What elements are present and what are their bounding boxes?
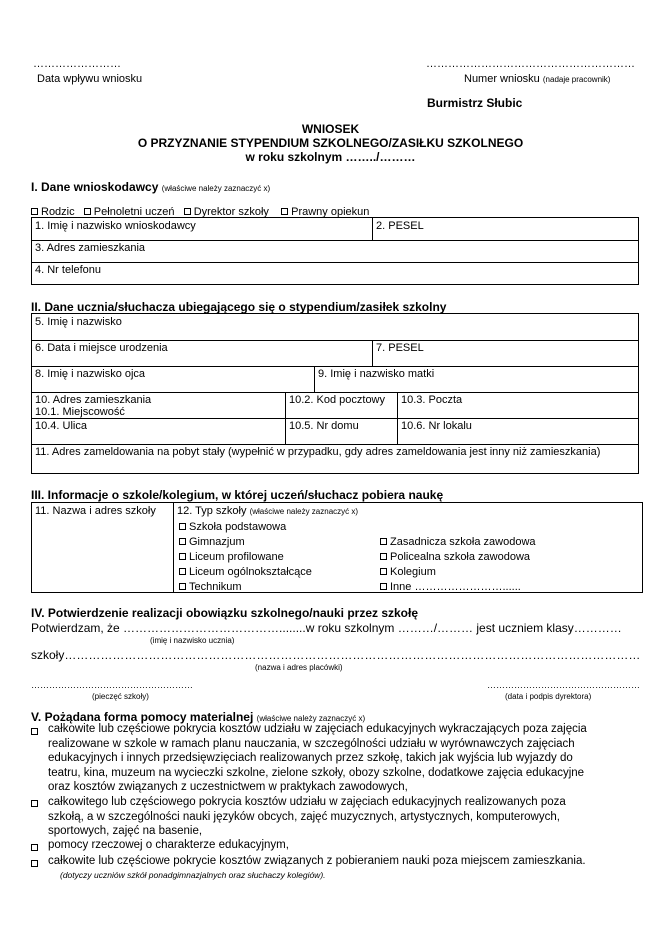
checkbox-icon[interactable] [380,553,387,560]
checkbox-icon[interactable] [380,583,387,590]
checkbox-icon[interactable] [84,208,91,215]
form-title: WNIOSEK [301,122,360,136]
application-number-label: Numer wniosku (nadaje pracownik) [464,73,611,85]
aid-option-outside-school: całkowitego lub częściowego pokrycia kosztów udziału w zajęciach edukacyjnych realizowanych poza szkołą, a w szczególności nauki języków obcych, zajęć muzycznych, artystycznych, komputerowych, sportowych, zajęć na basenie, [48,796,566,838]
date-received-label: Data wpływu wniosku [37,73,143,85]
aid-option-remote-education: całkowite lub częściowe pokrycie kosztów związanych z pobieraniem nauki poza miejscem zamieszkania. [48,855,586,867]
aid-option-extracurricular: całkowite lub częściowe pokrycia kosztów udziału w zajęciach edukacyjnych wykraczających poza zajęcia realizowane w szkole w ramach planu nauczania, w szczególności udziału w wyrównawczych zajęciach edukacyjnych i innych przedsięwzięciach realizowanych przez szkołę, takich jak wyjścia lub wyjazdy do teatru, kina, muzeum na wycieczki szkolne, zielone szkoły, obozy szkolne, dodatkowe zajęcia edukacyjne oraz kosztów związanych z uczestnictwem w praktykach zawodowych, [48,723,587,794]
type-post-secondary-school[interactable]: Policealna szkoła zawodowa [380,550,536,565]
field-registered-address[interactable]: 11. Adres zameldowania na pobyt stały (wypełnić w przypadku, gdy adres zameldowania jest inny niż zamieszkania) [35,446,601,458]
checkbox-icon[interactable] [380,568,387,575]
stamp-dots: ……………………………………………… [31,680,193,690]
section-4-heading: IV. Potwierdzenie realizacji obowiązku szkolnego/nauki przez szkołę [31,606,419,620]
checkbox-icon[interactable] [281,208,288,215]
school-types-right [377,534,539,596]
aid-option-material: pomocy rzeczowej o charakterze edukacyjnym, [48,839,289,851]
type-technical-school[interactable]: Technikum [179,580,312,595]
form-subtitle: O PRZYZNANIE STYPENDIUM SZKOLNEGO/ZASIŁKU SZKOLNEGO [137,136,524,150]
checkbox-icon[interactable] [31,860,38,867]
field-birth-date-place[interactable]: 6. Data i miejsce urodzenia [35,342,168,354]
student-name-note: (imię i nazwisko ucznia) [150,636,235,645]
school-types-left [176,519,315,596]
field-house-number[interactable]: 10.5. Nr domu [289,420,359,432]
type-college[interactable]: Kolegium [380,565,536,580]
field-student-pesel[interactable]: 7. PESEL [376,342,424,354]
field-post-office[interactable]: 10.3. Poczta [401,394,463,406]
option-headmaster[interactable]: Dyrektor szkoły [184,206,269,218]
field-applicant-phone[interactable]: 4. Nr telefonu [35,264,102,276]
checkbox-icon[interactable] [179,568,186,575]
school-table [31,502,643,593]
checkbox-icon[interactable] [31,800,38,807]
school-name-note: (nazwa i adres placówki) [255,663,343,672]
type-primary-school[interactable]: Szkoła podstawowa [179,520,312,535]
section-2-heading: II. Dane ucznia/słuchacza ubiegającego się o stypendium/zasiłek szkolny [31,300,447,314]
checkbox-icon[interactable] [179,553,186,560]
type-gymnasium[interactable]: Gimnazjum [179,535,312,550]
school-stamp-label: (pieczęć szkoły) [92,692,149,701]
school-line[interactable]: szkoły……………………………………………………………………………………………………………………………… [31,648,641,662]
option-parent[interactable]: Rodzic [31,206,75,218]
type-general-lyceum[interactable]: Liceum ogólnokształcące [179,565,312,580]
section-3-heading: III. Informacje o szkole/kolegium, w której uczeń/słuchacz pobiera naukę [31,488,444,502]
option-adult-student[interactable]: Pełnoletni uczeń [84,206,175,218]
field-student-name[interactable]: 5. Imię i nazwisko [35,316,122,328]
checkbox-icon[interactable] [380,538,387,545]
field-postal-code[interactable]: 10.2. Kod pocztowy [289,394,386,406]
aid-option-note: (dotyczy uczniów szkół ponadgimnazjalnych oraz słuchaczy kolegiów). [60,870,326,880]
field-applicant-address[interactable]: 3. Adres zamieszkania [35,242,146,254]
section-1-heading: I. Dane wnioskodawcy (właściwe należy zaznaczyć x) [31,180,271,194]
student-table [31,313,639,474]
addressee: Burmistrz Słubic [427,96,523,110]
checkbox-icon[interactable] [179,583,186,590]
field-apartment-number[interactable]: 10.6. Nr lokalu [401,420,472,432]
checkbox-icon[interactable] [31,728,38,735]
school-year-line: w roku szkolnym ……../……… [245,150,416,164]
field-applicant-pesel[interactable]: 2. PESEL [376,220,424,232]
field-school-name-address[interactable]: 11. Nazwa i adres szkoły [35,505,156,517]
section-5-heading: V. Pożądana forma pomocy materialnej (właściwe należy zaznaczyć x) [31,710,366,724]
applicant-table [31,217,639,285]
checkbox-icon[interactable] [179,538,186,545]
type-profiled-lyceum[interactable]: Liceum profilowane [179,550,312,565]
field-residence-address[interactable]: 10. Adres zamieszkania 10.1. Miejscowość [35,394,152,418]
checkbox-icon[interactable] [31,208,38,215]
signature-dots: …………………………………………… [487,680,640,690]
field-applicant-name[interactable]: 1. Imię i nazwisko wnioskodawcy [35,220,196,232]
option-legal-guardian[interactable]: Prawny opiekun [281,206,369,218]
director-signature-label: (data i podpis dyrektora) [505,692,592,701]
field-father-name[interactable]: 8. Imię i nazwisko ojca [35,368,146,380]
field-street[interactable]: 10.4. Ulica [35,420,87,432]
date-dots: …………………… [33,58,121,70]
checkbox-icon[interactable] [31,844,38,851]
school-type-label: 12. Typ szkoły (właściwe należy zaznaczyć x) [177,505,359,517]
checkbox-icon[interactable] [179,523,186,530]
type-vocational-school[interactable]: Zasadnicza szkoła zawodowa [380,535,536,550]
field-mother-name[interactable]: 9. Imię i nazwisko matki [318,368,435,380]
type-other[interactable]: Inne ……………………...... [380,580,536,595]
number-dots: ………………………………………………… [426,58,635,70]
confirmation-line[interactable]: Potwierdzam, że …………………………………........w roku szkolnym ………/……… jest uczniem klasy………… [31,621,622,635]
checkbox-icon[interactable] [184,208,191,215]
